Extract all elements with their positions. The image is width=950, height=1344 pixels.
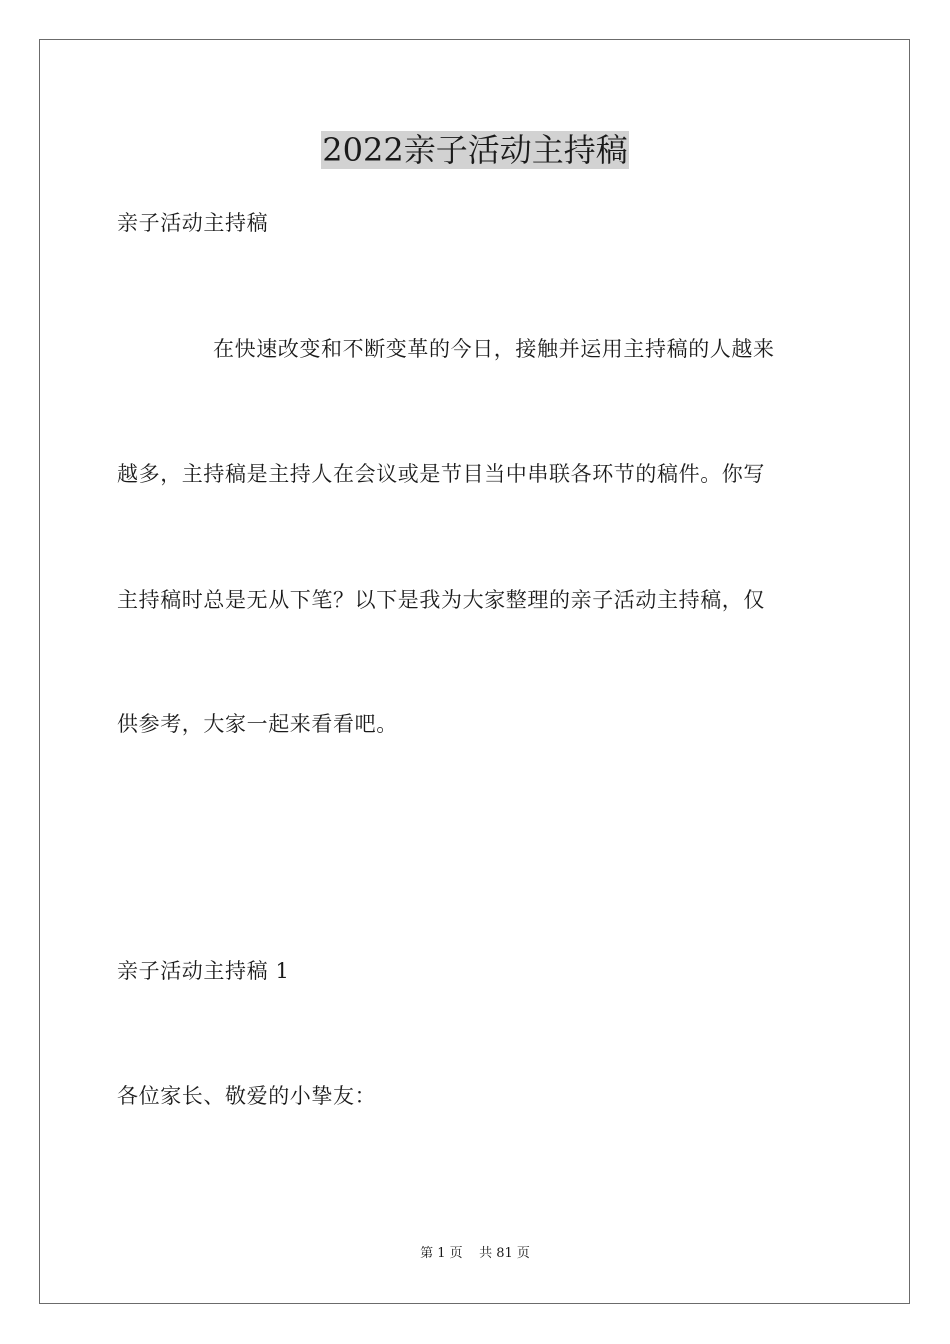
paragraph-line: 在快速改变和不断变革的今日，接触并运用主持稿的人越来 bbox=[213, 337, 775, 361]
document-title-text: 2022亲子活动主持稿 bbox=[322, 131, 628, 169]
document-title bbox=[0, 126, 950, 174]
paragraph-line: 越多，主持稿是主持人在会议或是节目当中串联各环节的稿件。你写 bbox=[117, 462, 765, 486]
section-heading: 亲子活动主持稿 1 bbox=[117, 959, 290, 983]
page-footer: 第 1 页 共 81 页 bbox=[420, 1246, 530, 1261]
subtitle-line: 亲子活动主持稿 bbox=[117, 211, 269, 235]
paragraph-line: 供参考，大家一起来看看吧。 bbox=[117, 712, 398, 736]
salutation-line: 各位家长、敬爱的小挚友： bbox=[117, 1084, 377, 1108]
paragraph-line: 主持稿时总是无从下笔？以下是我为大家整理的亲子活动主持稿，仅 bbox=[117, 588, 765, 612]
